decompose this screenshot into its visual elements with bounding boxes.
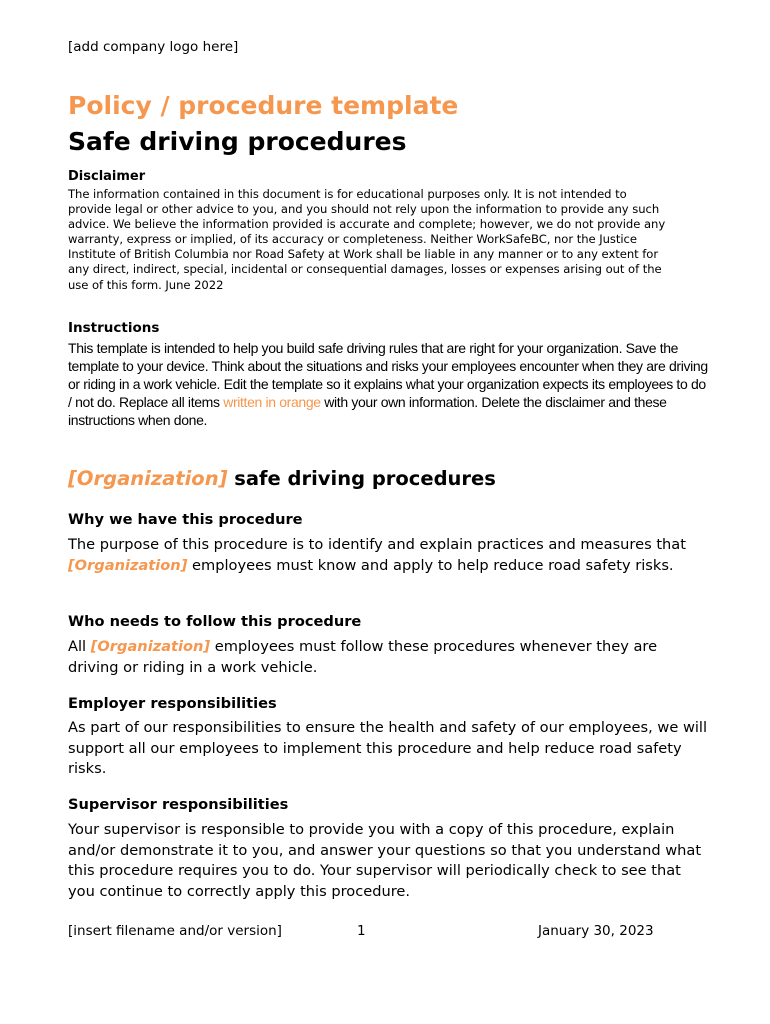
footer-filename: [insert filename and/or version] — [68, 923, 282, 939]
who-text-end: employees must follow these procedures whenever they are driving or riding in a work vehicle. — [68, 638, 658, 676]
why-text-start: The purpose of this procedure is to identify and explain practices and measures that — [68, 536, 686, 553]
footer-date: January 30, 2023 — [538, 923, 654, 939]
employer-text: As part of our responsibilities to ensure the health and safety of our employees, we will support all our employees to implement this procedure and help reduce road safety risks. — [68, 719, 708, 778]
document-kind: Policy / procedure template — [68, 91, 459, 120]
disclaimer-heading: Disclaimer — [68, 169, 146, 184]
who-text — [68, 637, 708, 678]
why-heading: Why we have this procedure — [68, 511, 303, 528]
procedure-title — [68, 467, 496, 490]
employer-heading: Employer responsibilities — [68, 695, 277, 712]
footer-page-number: 1 — [357, 923, 366, 939]
procedure-title-text: safe driving procedures — [227, 467, 496, 490]
instructions-heading: Instructions — [68, 320, 160, 336]
organization-placeholder: [Organization] — [90, 638, 211, 655]
supervisor-text: Your supervisor is responsible to provide you with a copy of this procedure, explain and/or demonstrate it to you, and answer your questions so that you understand what this procedure requires you to do. Your supervisor will periodically check to see that you continue to correctly apply this procedure. — [68, 821, 702, 901]
why-text-end: employees must know and apply to help reduce road safety risks. — [187, 556, 674, 574]
supervisor-heading: Supervisor responsibilities — [68, 796, 289, 813]
organization-placeholder: [Organization] — [68, 467, 228, 490]
organization-placeholder: [Organization] — [68, 556, 188, 574]
disclaimer-text: The information contained in this document is for educational purposes only. It is not intended to provide legal or other advice to you, and you should not rely upon the information to provide any such advice. We believe the information provided is accurate and complete; however, we do not provide any warranty, express or implied, of its accuracy or completeness. Neither WorkSafeBC, nor the Justice Institute of British Columbia nor Road Safety at Work shall be liable in any manner or to any extent for any direct, indirect, special, incidental or consequential damages, losses or expenses arising out of the use of this form. June 2022 — [68, 187, 666, 292]
instructions-text-start: This template is intended to help you build safe driving rules that are right for your organization. Save the template to your device. Think about the situations and risks your employees encounter when they are driving or riding in a work vehicle. Edit the template so it explains what your organization expects its employees to do / not do. Replace all items — [68, 340, 708, 410]
who-text-start: All — [68, 638, 91, 655]
instructions-text — [68, 339, 708, 429]
instructions-text-end: with your own information. Delete the disclaimer and these instructions when done. — [68, 394, 667, 428]
why-text — [68, 535, 708, 576]
who-heading: Who needs to follow this procedure — [68, 613, 362, 630]
logo-placeholder: [add company logo here] — [68, 39, 239, 55]
document-title: Safe driving procedures — [68, 127, 407, 156]
orange-highlight: written in orange — [223, 394, 321, 410]
